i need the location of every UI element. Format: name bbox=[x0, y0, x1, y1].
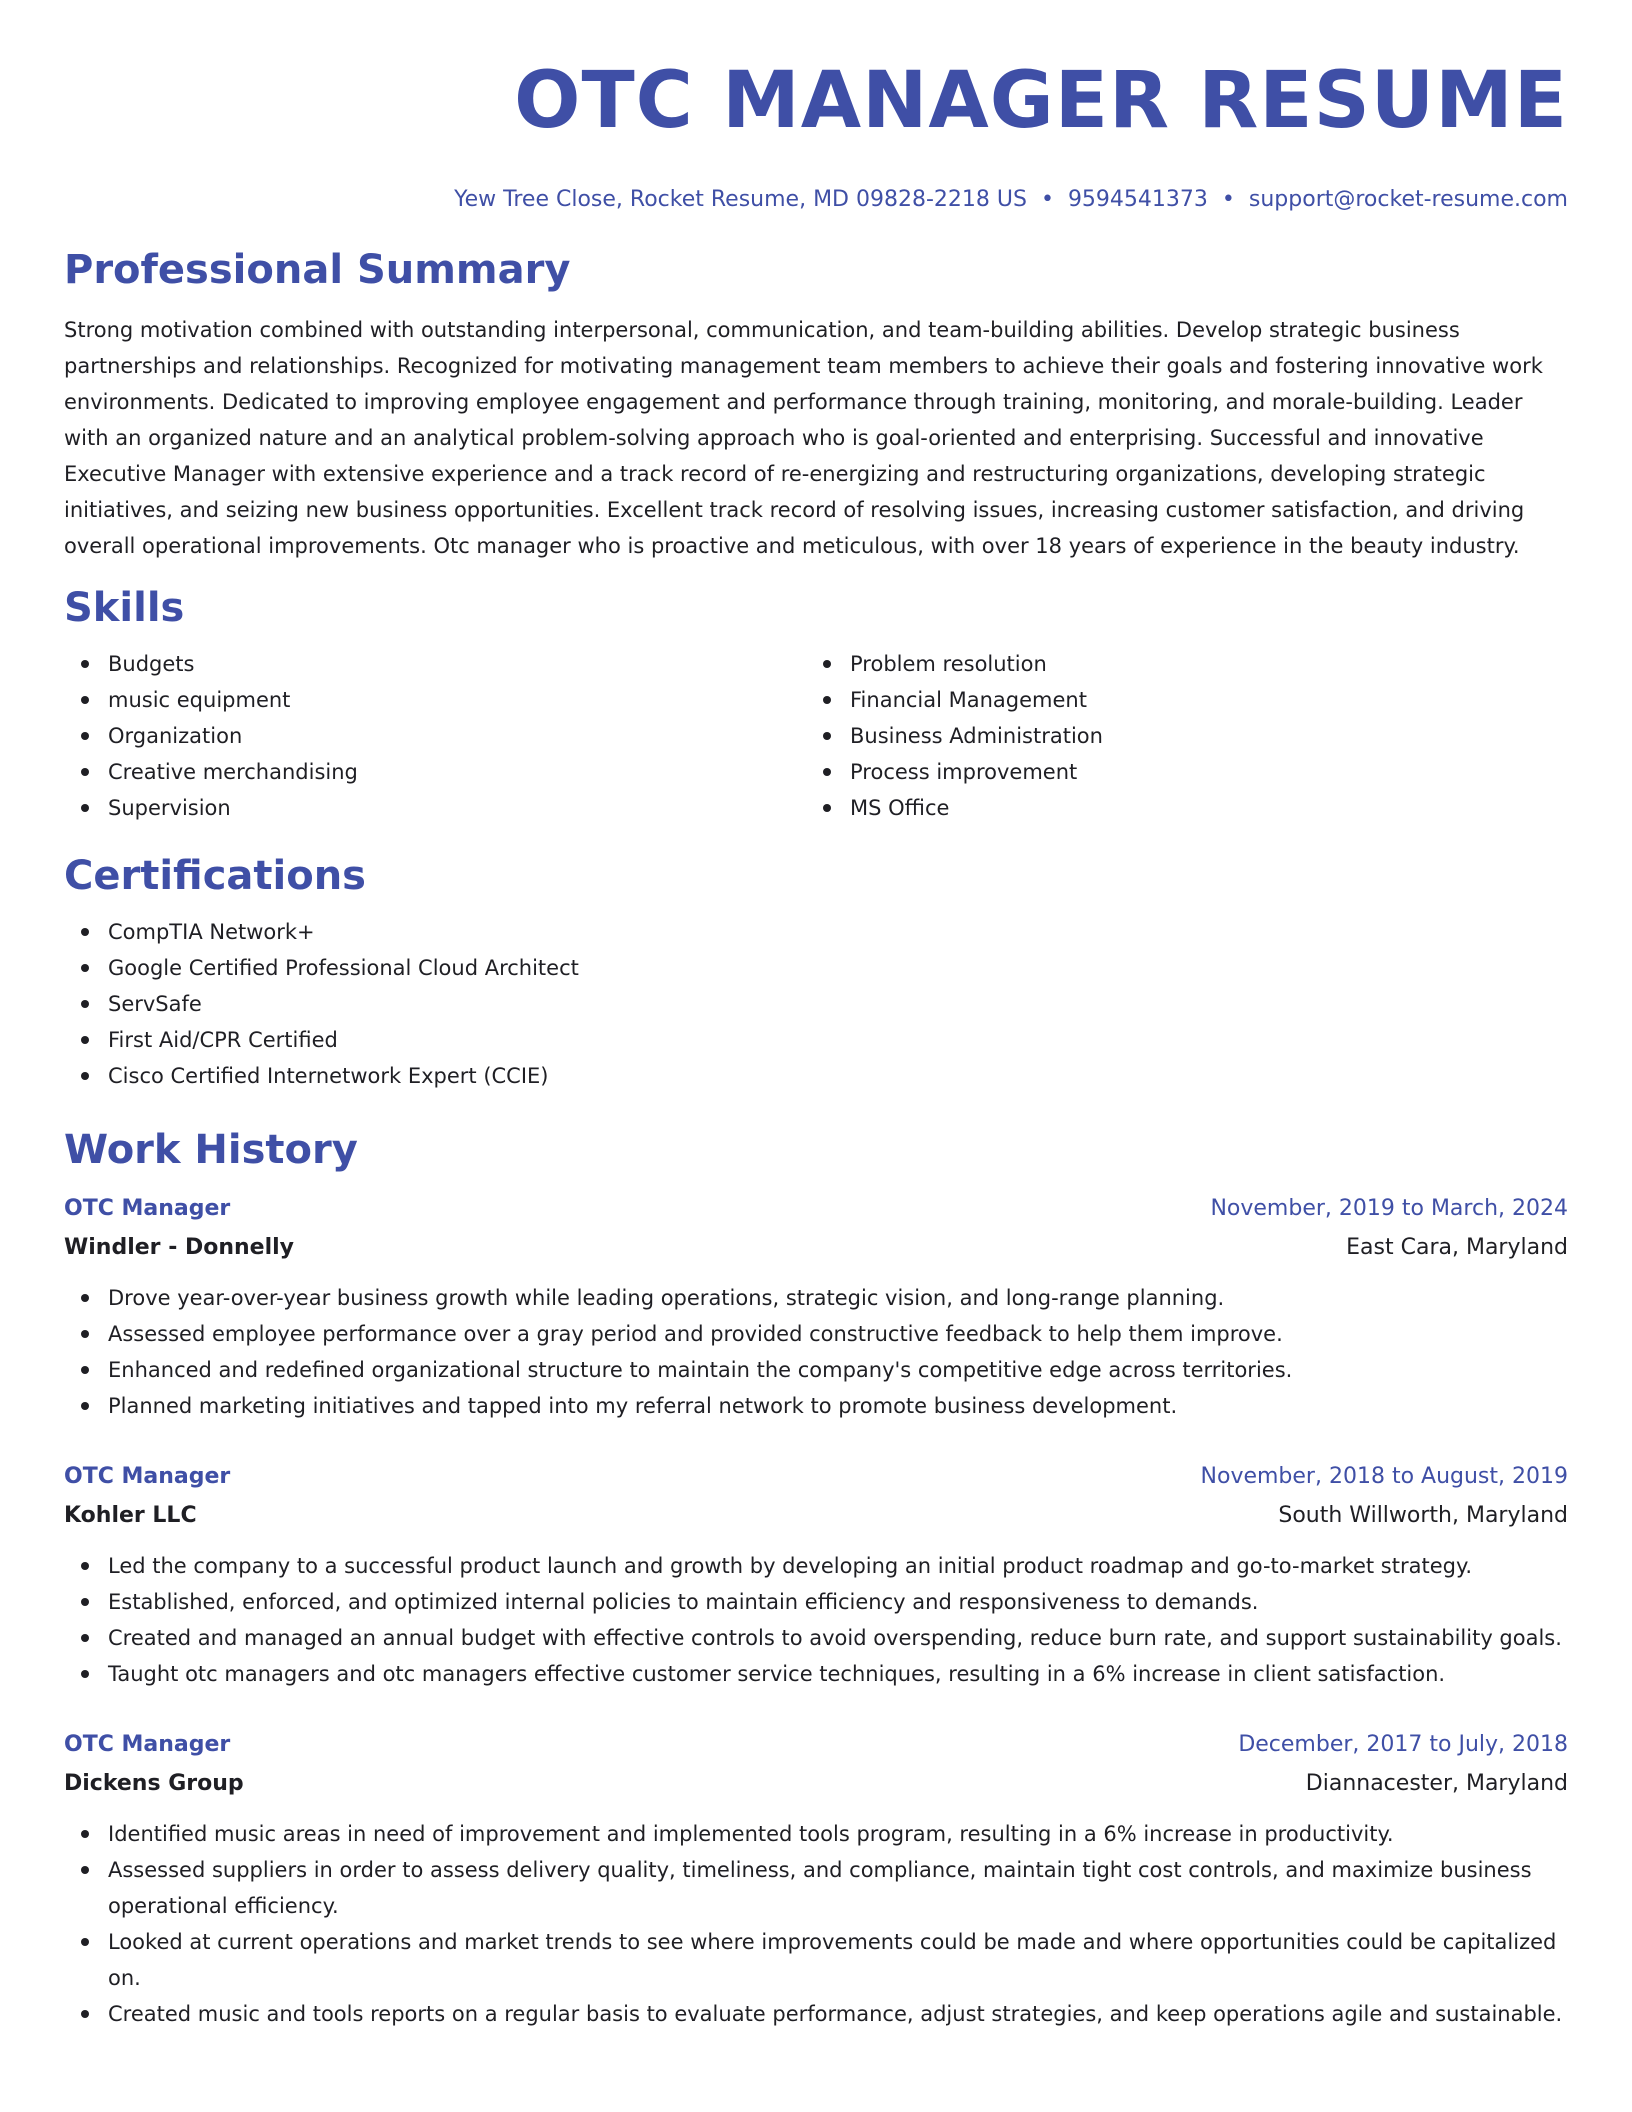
job-bullets bbox=[64, 1280, 1568, 1424]
job-dates: December, 2017 to July, 2018 bbox=[1238, 1732, 1568, 1757]
job-location: East Cara, Maryland bbox=[1346, 1235, 1568, 1260]
job-company: Dickens Group bbox=[64, 1771, 244, 1796]
skill-item: Creative merchandising bbox=[64, 754, 806, 790]
work-history-heading: Work History bbox=[64, 1127, 358, 1173]
job-bullet: Established, enforced, and optimized internal policies to maintain efficiency and responsiveness to demands. bbox=[64, 1584, 1568, 1620]
skill-item: Budgets bbox=[64, 646, 806, 682]
job-bullet: Taught otc managers and otc managers effective customer service techniques, resulting in a 6% increase in client satisfaction. bbox=[64, 1656, 1568, 1692]
job-bullet: Looked at current operations and market trends to see where improvements could be made and where opportunities could be capitalized on. bbox=[64, 1924, 1568, 1996]
job-location: South Willworth, Maryland bbox=[1278, 1503, 1568, 1528]
skill-item: Process improvement bbox=[806, 754, 1548, 790]
job-entry bbox=[64, 1458, 1568, 1692]
certifications-heading: Certifications bbox=[64, 853, 366, 899]
job-bullet: Led the company to a successful product launch and growth by developing an initial product roadmap and go-to-market strategy. bbox=[64, 1548, 1568, 1584]
skill-item: Financial Management bbox=[806, 682, 1548, 718]
summary-text: Strong motivation combined with outstanding interpersonal, communication, and team-building abilities. Develop strategic business partnerships and relationships. Recognized for motivating management team members to achieve their goals and fostering innovative work environments. Dedicated to improving employee engagement and performance through training, monitoring, and morale-building. Leader with an organized nature and an analytical problem-solving approach who is goal-oriented and enterprising. Successful and innovative Executive Manager with extensive experience and a track record of re-energizing and restructuring organizations, developing strategic initiatives, and seizing new business opportunities. Excellent track record of resolving issues, increasing customer satisfaction, and driving overall operational improvements. Otc manager who is proactive and meticulous, with over 18 years of experience in the beauty industry. bbox=[64, 318, 1543, 558]
job-dates: November, 2019 to March, 2024 bbox=[1210, 1196, 1568, 1221]
job-bullets bbox=[64, 1816, 1568, 2032]
resume-title: OTC MANAGER RESUME bbox=[514, 56, 1568, 146]
skills-list-left bbox=[64, 646, 806, 826]
contact-phone: 9594541373 bbox=[1067, 187, 1208, 212]
skill-item: Problem resolution bbox=[806, 646, 1548, 682]
summary-section bbox=[64, 244, 1568, 564]
skill-item: Organization bbox=[64, 718, 806, 754]
job-bullet: Enhanced and redefined organizational structure to maintain the company's competitive edge across territories. bbox=[64, 1352, 1568, 1388]
certification-item: Cisco Certified Internetwork Expert (CCIE) bbox=[64, 1058, 1568, 1094]
skills-section bbox=[64, 582, 1568, 826]
skill-item: Supervision bbox=[64, 790, 806, 826]
skills-grid bbox=[64, 646, 1568, 826]
job-title: OTC Manager bbox=[64, 1732, 231, 1757]
job-title: OTC Manager bbox=[64, 1464, 231, 1489]
certification-item: ServSafe bbox=[64, 986, 1568, 1022]
certification-item: CompTIA Network+ bbox=[64, 914, 1568, 950]
job-header-row bbox=[64, 1458, 1568, 1496]
certifications-section bbox=[64, 850, 1568, 1094]
job-company: Kohler LLC bbox=[64, 1503, 197, 1528]
summary-heading: Professional Summary bbox=[64, 247, 571, 293]
job-title: OTC Manager bbox=[64, 1196, 231, 1221]
work-history-section bbox=[64, 1124, 1568, 2032]
job-dates: November, 2018 to August, 2019 bbox=[1200, 1464, 1568, 1489]
skills-heading: Skills bbox=[64, 585, 185, 631]
certifications-list bbox=[64, 914, 1568, 1094]
contact-separator: • bbox=[1221, 187, 1235, 212]
job-entry bbox=[64, 1190, 1568, 1424]
contact-separator: • bbox=[1040, 187, 1054, 212]
job-company-row bbox=[64, 1764, 1568, 1804]
job-bullet: Assessed employee performance over a gray period and provided constructive feedback to help them improve. bbox=[64, 1316, 1568, 1352]
certification-item: Google Certified Professional Cloud Architect bbox=[64, 950, 1568, 986]
skills-list-right bbox=[806, 646, 1548, 826]
job-location: Diannacester, Maryland bbox=[1305, 1771, 1568, 1796]
job-bullet: Assessed suppliers in order to assess delivery quality, timeliness, and compliance, maintain tight cost controls, and maximize business operational efficiency. bbox=[64, 1852, 1568, 1924]
contact-line bbox=[64, 184, 1568, 216]
job-header-row bbox=[64, 1726, 1568, 1764]
job-bullet: Created music and tools reports on a regular basis to evaluate performance, adjust strategies, and keep operations agile and sustainable. bbox=[64, 1996, 1568, 2032]
skill-item: Business Administration bbox=[806, 718, 1548, 754]
job-header-row bbox=[64, 1190, 1568, 1228]
resume-page bbox=[64, 0, 1568, 2032]
job-company-row bbox=[64, 1496, 1568, 1536]
job-bullet: Planned marketing initiatives and tapped into my referral network to promote business development. bbox=[64, 1388, 1568, 1424]
skill-item: MS Office bbox=[806, 790, 1548, 826]
contact-address: Yew Tree Close, Rocket Resume, MD 09828-2218 US bbox=[454, 187, 1027, 212]
job-company-row bbox=[64, 1228, 1568, 1268]
job-bullet: Drove year-over-year business growth while leading operations, strategic vision, and long-range planning. bbox=[64, 1280, 1568, 1316]
job-bullet: Created and managed an annual budget with effective controls to avoid overspending, reduce burn rate, and support sustainability goals. bbox=[64, 1620, 1568, 1656]
job-bullet: Identified music areas in need of improvement and implemented tools program, resulting in a 6% increase in productivity. bbox=[64, 1816, 1568, 1852]
skill-item: music equipment bbox=[64, 682, 806, 718]
job-entry bbox=[64, 1726, 1568, 2032]
contact-email[interactable]: support@rocket-resume.com bbox=[1248, 187, 1568, 212]
job-company: Windler - Donnelly bbox=[64, 1235, 295, 1260]
job-bullets bbox=[64, 1548, 1568, 1692]
certification-item: First Aid/CPR Certified bbox=[64, 1022, 1568, 1058]
